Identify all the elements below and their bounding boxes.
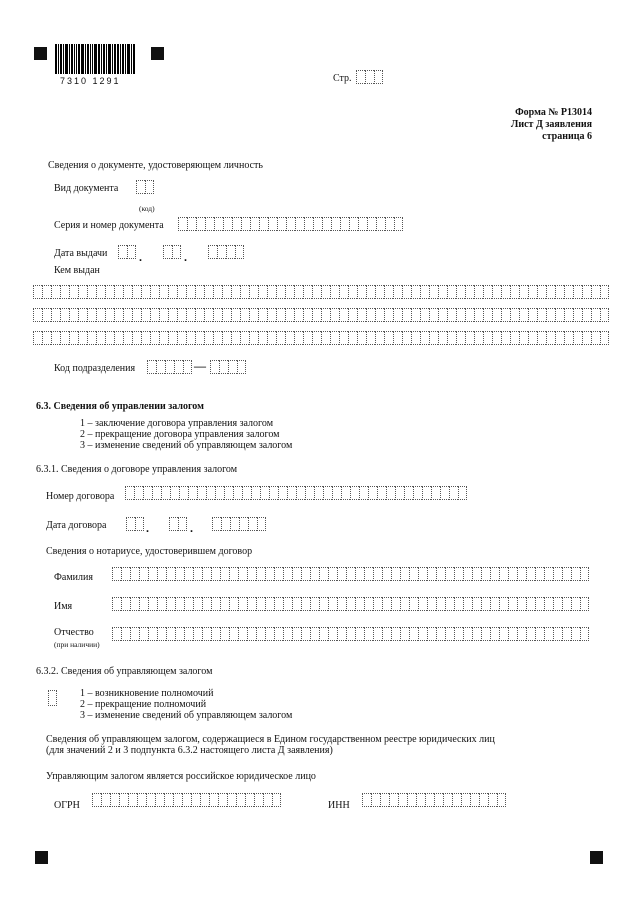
notary-name-label: Имя bbox=[54, 601, 73, 612]
form-number: Форма № Р13014 bbox=[515, 107, 592, 118]
contract-date-month[interactable] bbox=[169, 517, 187, 531]
issue-date-month[interactable] bbox=[163, 245, 181, 259]
manager-option-field[interactable] bbox=[48, 690, 57, 706]
notary-surname-label: Фамилия bbox=[54, 572, 93, 583]
series-number-label: Серия и номер документа bbox=[54, 220, 164, 231]
notary-name-field[interactable] bbox=[112, 597, 589, 611]
barcode-number: 7310 1291 bbox=[60, 76, 121, 86]
entity-note: Управляющим залогом является российское юридическое лицо bbox=[46, 771, 316, 782]
barcode bbox=[55, 44, 136, 74]
contract-number-label: Номер договора bbox=[46, 491, 115, 502]
manager-option-1: 1 – возникновение полномочий bbox=[80, 688, 214, 699]
division-code-dash: — bbox=[194, 359, 206, 373]
notary-patronymic-hint: (при наличии) bbox=[54, 640, 100, 649]
series-number-field[interactable] bbox=[178, 217, 403, 231]
manager-option-3: 3 – изменение сведений об управляющем залогом bbox=[80, 710, 293, 721]
manager-option-2: 2 – прекращение полномочий bbox=[80, 699, 207, 710]
division-code-part-1[interactable] bbox=[147, 360, 192, 374]
identity-section-title: Сведения о документе, удостоверяющем личность bbox=[48, 160, 263, 171]
issue-date-day[interactable] bbox=[118, 245, 136, 259]
registry-note-line-2: (для значений 2 и 3 подпункта 6.3.2 настоящего листа Д заявления) bbox=[46, 745, 333, 756]
notary-patronymic-label: Отчество bbox=[54, 627, 94, 638]
registration-marker-top-left bbox=[34, 47, 47, 60]
sheet-name: Лист Д заявления bbox=[510, 119, 592, 130]
manager-section-title: 6.3.2. Сведения об управляющем залогом bbox=[36, 666, 213, 677]
issued-by-line-3[interactable] bbox=[33, 331, 609, 345]
doc-type-hint: (код) bbox=[139, 204, 155, 213]
ogrn-label: ОГРН bbox=[54, 800, 80, 811]
contract-number-field[interactable] bbox=[125, 486, 467, 500]
inn-label: ИНН bbox=[328, 800, 350, 811]
pledge-option-1: 1 – заключение договора управления залогом bbox=[80, 418, 274, 429]
inn-field[interactable] bbox=[362, 793, 506, 807]
contract-section-title: 6.3.1. Сведения о договоре управления залогом bbox=[36, 464, 238, 475]
notary-section-title: Сведения о нотариусе, удостоверившем договор bbox=[46, 546, 253, 557]
contract-date-label: Дата договора bbox=[46, 520, 107, 531]
sheet-page-name: страница 6 bbox=[542, 131, 592, 142]
pledge-option-2: 2 – прекращение договора управления залогом bbox=[80, 429, 280, 440]
issue-date-label: Дата выдачи bbox=[54, 248, 108, 259]
issued-by-line-2[interactable] bbox=[33, 308, 609, 322]
pledge-section-title: 6.3. Сведения об управлении залогом bbox=[36, 401, 204, 412]
registration-marker-bottom-right bbox=[590, 851, 603, 864]
division-code-part-2[interactable] bbox=[210, 360, 246, 374]
doc-type-field[interactable] bbox=[136, 180, 154, 194]
issued-by-label: Кем выдан bbox=[54, 265, 100, 276]
registration-marker-bottom-left bbox=[35, 851, 48, 864]
doc-type-label: Вид документа bbox=[54, 183, 119, 194]
registry-note-line-1: Сведения об управляющем залогом, содержащиеся в Едином государственном реестре юридических лиц bbox=[46, 734, 495, 745]
registration-marker-top-right bbox=[151, 47, 164, 60]
contract-date-day[interactable] bbox=[126, 517, 144, 531]
issue-date-year[interactable] bbox=[208, 245, 244, 259]
notary-surname-field[interactable] bbox=[112, 567, 589, 581]
contract-date-year[interactable] bbox=[212, 517, 266, 531]
page-number-label: Стр. bbox=[333, 73, 352, 84]
pledge-option-3: 3 – изменение сведений об управляющем залогом bbox=[80, 440, 293, 451]
page-number-field[interactable] bbox=[356, 70, 383, 84]
issued-by-line-1[interactable] bbox=[33, 285, 609, 299]
notary-patronymic-field[interactable] bbox=[112, 627, 589, 641]
ogrn-field[interactable] bbox=[92, 793, 281, 807]
division-code-label: Код подразделения bbox=[54, 363, 136, 374]
